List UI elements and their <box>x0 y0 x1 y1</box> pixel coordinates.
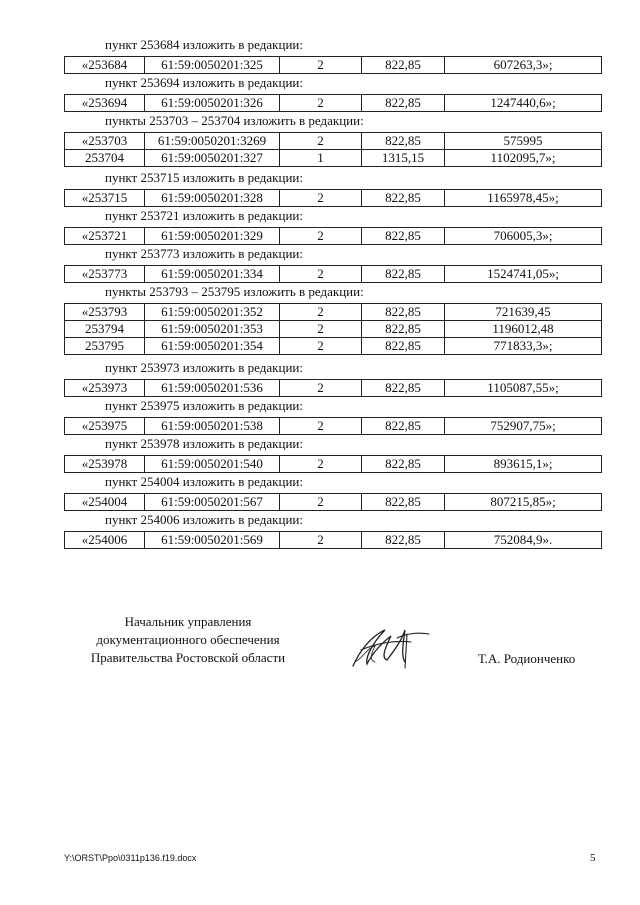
group-cell: 2 <box>280 338 362 355</box>
row-number-cell: «253694 <box>65 95 145 112</box>
rate-cell: 822,85 <box>362 380 445 397</box>
group-cell: 2 <box>280 456 362 473</box>
table-row <box>65 418 602 435</box>
rate-cell: 822,85 <box>362 321 445 338</box>
value-cell: 1165978,45»; <box>445 190 602 207</box>
section-table <box>64 56 602 74</box>
table-row <box>65 266 602 283</box>
group-cell: 2 <box>280 380 362 397</box>
table-row <box>65 321 602 338</box>
rate-cell: 822,85 <box>362 228 445 245</box>
group-cell: 2 <box>280 190 362 207</box>
rate-cell: 822,85 <box>362 338 445 355</box>
cadastral-number-cell: 61:59:0050201:325 <box>145 57 280 74</box>
row-number-cell: «253975 <box>65 418 145 435</box>
section-intro: пункт 253694 изложить в редакции: <box>105 75 303 90</box>
value-cell: 1524741,05»; <box>445 266 602 283</box>
cadastral-number-cell: 61:59:0050201:536 <box>145 380 280 397</box>
value-cell: 1102095,7»; <box>445 150 602 167</box>
cadastral-number-cell: 61:59:0050201:540 <box>145 456 280 473</box>
group-cell: 2 <box>280 321 362 338</box>
row-number-cell: «253721 <box>65 228 145 245</box>
signer-name: Т.А. Родионченко <box>478 651 576 666</box>
row-number-cell: «253715 <box>65 190 145 207</box>
row-number-cell: «253773 <box>65 266 145 283</box>
section-table <box>64 531 602 549</box>
value-cell: 807215,85»; <box>445 494 602 511</box>
cadastral-number-cell: 61:59:0050201:567 <box>145 494 280 511</box>
table-row <box>65 133 602 150</box>
table-row <box>65 57 602 74</box>
value-cell: 1105087,55»; <box>445 380 602 397</box>
row-number-cell: «254006 <box>65 532 145 549</box>
section-table <box>64 493 602 511</box>
row-number-cell: «254004 <box>65 494 145 511</box>
section-table <box>64 189 602 207</box>
section-table <box>64 227 602 245</box>
row-number-cell: «253684 <box>65 57 145 74</box>
table-row <box>65 338 602 355</box>
value-cell: 607263,3»; <box>445 57 602 74</box>
section-intro: пункт 254006 изложить в редакции: <box>105 512 303 527</box>
row-number-cell: «253973 <box>65 380 145 397</box>
rate-cell: 822,85 <box>362 456 445 473</box>
cadastral-number-cell: 61:59:0050201:352 <box>145 304 280 321</box>
section-intro: пункты 253793 – 253795 изложить в редакции: <box>105 284 364 299</box>
rate-cell: 822,85 <box>362 494 445 511</box>
table-row <box>65 532 602 549</box>
row-number-cell: 253795 <box>65 338 145 355</box>
table-row <box>65 190 602 207</box>
value-cell: 771833,3»; <box>445 338 602 355</box>
group-cell: 2 <box>280 532 362 549</box>
value-cell: 721639,45 <box>445 304 602 321</box>
row-number-cell: 253794 <box>65 321 145 338</box>
cadastral-number-cell: 61:59:0050201:327 <box>145 150 280 167</box>
table-row <box>65 456 602 473</box>
handwritten-signature <box>345 622 435 674</box>
cadastral-number-cell: 61:59:0050201:329 <box>145 228 280 245</box>
group-cell: 1 <box>280 150 362 167</box>
rate-cell: 822,85 <box>362 418 445 435</box>
value-cell: 1196012,48 <box>445 321 602 338</box>
cadastral-number-cell: 61:59:0050201:334 <box>145 266 280 283</box>
group-cell: 2 <box>280 494 362 511</box>
rate-cell: 822,85 <box>362 57 445 74</box>
row-number-cell: «253703 <box>65 133 145 150</box>
section-intro: пункт 254004 изложить в редакции: <box>105 474 303 489</box>
value-cell: 752907,75»; <box>445 418 602 435</box>
section-table <box>64 265 602 283</box>
value-cell: 752084,9». <box>445 532 602 549</box>
cadastral-number-cell: 61:59:0050201:569 <box>145 532 280 549</box>
cadastral-number-cell: 61:59:0050201:3269 <box>145 133 280 150</box>
position-line: Правительства Ростовской области <box>90 650 286 665</box>
position-line: документационного обеспечения <box>96 632 280 647</box>
rate-cell: 822,85 <box>362 266 445 283</box>
group-cell: 2 <box>280 133 362 150</box>
group-cell: 2 <box>280 418 362 435</box>
rate-cell: 822,85 <box>362 190 445 207</box>
table-row <box>65 95 602 112</box>
cadastral-number-cell: 61:59:0050201:353 <box>145 321 280 338</box>
rate-cell: 822,85 <box>362 95 445 112</box>
value-cell: 706005,3»; <box>445 228 602 245</box>
value-cell: 893615,1»; <box>445 456 602 473</box>
section-intro: пункт 253773 изложить в редакции: <box>105 246 303 261</box>
section-table <box>64 303 602 355</box>
group-cell: 2 <box>280 304 362 321</box>
group-cell: 2 <box>280 266 362 283</box>
group-cell: 2 <box>280 95 362 112</box>
table-row <box>65 228 602 245</box>
group-cell: 2 <box>280 228 362 245</box>
position-line: Начальник управления <box>124 614 252 629</box>
cadastral-number-cell: 61:59:0050201:538 <box>145 418 280 435</box>
section-intro: пункт 253715 изложить в редакции: <box>105 170 303 185</box>
value-cell: 1247440,6»; <box>445 95 602 112</box>
section-table <box>64 94 602 112</box>
section-table <box>64 417 602 435</box>
table-row <box>65 150 602 167</box>
value-cell: 575995 <box>445 133 602 150</box>
rate-cell: 822,85 <box>362 532 445 549</box>
rate-cell: 1315,15 <box>362 150 445 167</box>
cadastral-number-cell: 61:59:0050201:326 <box>145 95 280 112</box>
section-intro: пункт 253978 изложить в редакции: <box>105 436 303 451</box>
table-row <box>65 380 602 397</box>
rate-cell: 822,85 <box>362 304 445 321</box>
page-number: 5 <box>590 852 596 864</box>
section-intro: пункты 253703 – 253704 изложить в редакции: <box>105 113 364 128</box>
section-intro: пункт 253684 изложить в редакции: <box>105 37 303 52</box>
section-intro: пункт 253975 изложить в редакции: <box>105 398 303 413</box>
row-number-cell: «253793 <box>65 304 145 321</box>
section-intro: пункт 253973 изложить в редакции: <box>105 360 303 375</box>
section-table <box>64 132 602 167</box>
cadastral-number-cell: 61:59:0050201:328 <box>145 190 280 207</box>
section-table <box>64 455 602 473</box>
cadastral-number-cell: 61:59:0050201:354 <box>145 338 280 355</box>
signatory-position <box>68 613 308 667</box>
footer-file-path: Y:\ORST\Ppo\0311p136.f19.docx <box>64 853 197 863</box>
group-cell: 2 <box>280 57 362 74</box>
row-number-cell: 253704 <box>65 150 145 167</box>
section-table <box>64 379 602 397</box>
table-row <box>65 304 602 321</box>
row-number-cell: «253978 <box>65 456 145 473</box>
rate-cell: 822,85 <box>362 133 445 150</box>
table-row <box>65 494 602 511</box>
section-intro: пункт 253721 изложить в редакции: <box>105 208 303 223</box>
